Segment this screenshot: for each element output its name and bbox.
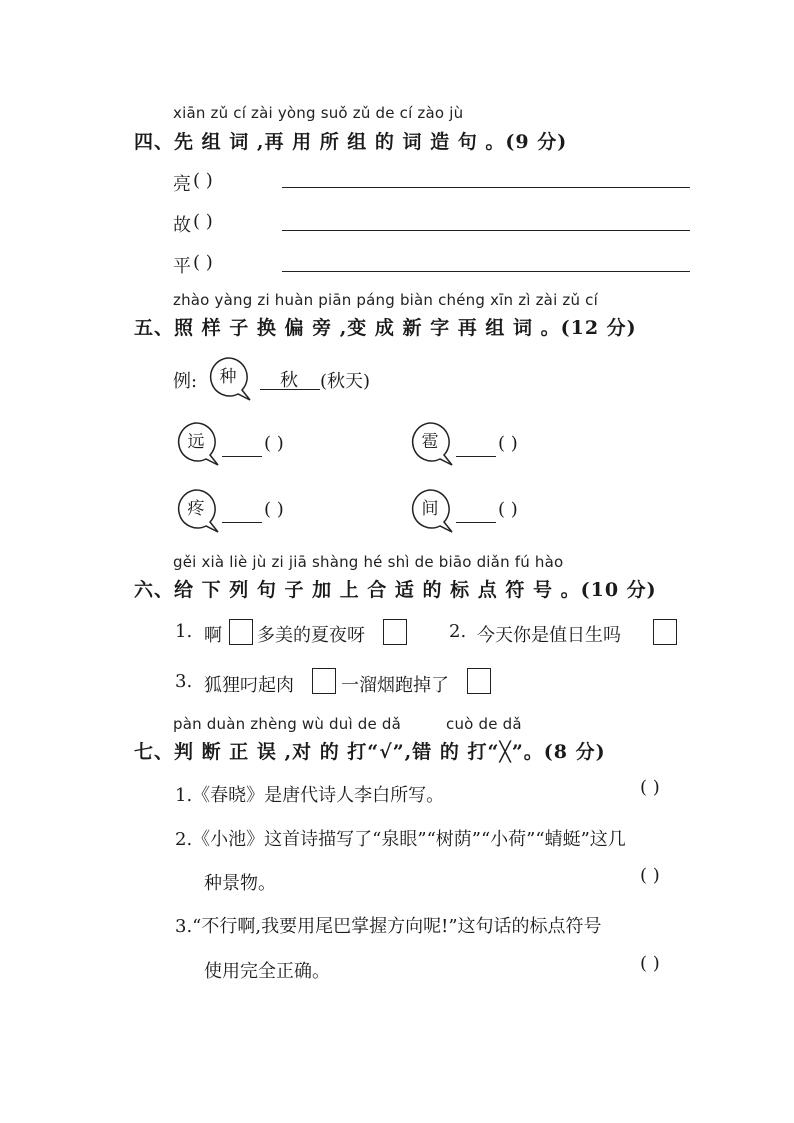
bubble-char: 雹 xyxy=(421,432,439,452)
bubble-char: 间 xyxy=(421,499,439,519)
section4-item-char: 故 xyxy=(173,215,191,236)
q1-text-b: 多美的夏夜呀 xyxy=(257,625,365,646)
char-bubble xyxy=(410,421,454,465)
example-answer: 秋 xyxy=(280,370,298,391)
punctuation-box[interactable] xyxy=(312,668,336,694)
judge-q3-line2: 使用完全正确。 xyxy=(204,961,330,982)
example-underline xyxy=(260,389,320,390)
section7-heading: 七、判 断 正 误 ,对 的 打“√”,错 的 打“╳”。(8 分) xyxy=(134,741,606,763)
punctuation-box[interactable] xyxy=(383,619,407,645)
example-char: 种 xyxy=(219,367,237,387)
answer-line[interactable] xyxy=(282,271,690,272)
new-char-blank[interactable] xyxy=(222,522,262,523)
judge-q2-line1: 2.《小池》这首诗描写了“泉眼”“树荫”“小荷”“蜻蜓”这几 xyxy=(175,829,626,850)
section5-heading: 五、照 样 子 换 偏 旁 ,变 成 新 字 再 组 词 。(12 分) xyxy=(134,317,637,339)
section4-item-char: 平 xyxy=(173,256,191,277)
example-word: (秋天) xyxy=(320,371,371,392)
q2-text: 今天你是值日生吗 xyxy=(477,625,621,646)
q2-number: 2. xyxy=(449,621,467,642)
bubble-char: 疼 xyxy=(187,499,205,519)
word-paren[interactable]: ( ) xyxy=(498,499,518,520)
answer-line[interactable] xyxy=(282,230,690,231)
new-char-blank[interactable] xyxy=(456,456,496,457)
bubble-char: 远 xyxy=(187,432,205,452)
word-paren[interactable]: ( ) xyxy=(264,499,284,520)
answer-line[interactable] xyxy=(282,187,690,188)
example-label: 例: xyxy=(173,371,198,392)
example-bubble xyxy=(208,356,252,400)
punctuation-box[interactable] xyxy=(467,668,491,694)
section4-item-char: 亮 xyxy=(173,174,191,195)
section6-heading: 六、给 下 列 句 子 加 上 合 适 的 标 点 符 号 。(10 分) xyxy=(134,579,657,601)
char-bubble xyxy=(410,488,454,532)
section5-pinyin: zhào yàng zi huàn piān páng biàn chéng xīn zì zài zǔ cí xyxy=(173,291,598,309)
punctuation-box[interactable] xyxy=(653,619,677,645)
judge-paren[interactable]: ( ) xyxy=(640,953,660,974)
new-char-blank[interactable] xyxy=(222,456,262,457)
char-bubble xyxy=(176,421,220,465)
word-paren[interactable]: ( ) xyxy=(498,433,518,454)
judge-paren[interactable]: ( ) xyxy=(640,777,660,798)
judge-q1: 1.《春晓》是唐代诗人李白所写。 xyxy=(175,785,445,806)
judge-q2-line2: 种景物。 xyxy=(204,873,276,894)
char-bubble xyxy=(176,488,220,532)
section4-item-paren: ( ) xyxy=(193,252,213,273)
q3-text-a: 狐狸叼起肉 xyxy=(204,675,294,696)
section4-heading: 四、先 组 词 ,再 用 所 组 的 词 造 句 。(9 分) xyxy=(134,131,568,153)
q1-text-a: 啊 xyxy=(204,625,222,646)
section6-pinyin: gěi xià liè jù zi jiā shàng hé shì de biāo diǎn fú hào xyxy=(173,553,564,571)
q3-number: 3. xyxy=(175,671,193,692)
q1-number: 1. xyxy=(175,621,193,642)
judge-paren[interactable]: ( ) xyxy=(640,865,660,886)
section4-item-paren: ( ) xyxy=(193,211,213,232)
q3-text-b: 一溜烟跑掉了 xyxy=(341,675,449,696)
new-char-blank[interactable] xyxy=(456,522,496,523)
punctuation-box[interactable] xyxy=(229,619,253,645)
section7-pinyin-b: cuò de dǎ xyxy=(446,715,522,733)
section4-item-paren: ( ) xyxy=(193,170,213,191)
word-paren[interactable]: ( ) xyxy=(264,433,284,454)
section4-pinyin: xiān zǔ cí zài yòng suǒ zǔ de cí zào jù xyxy=(173,104,464,122)
judge-q3-line1: 3.“不行啊,我要用尾巴掌握方向呢!”这句话的标点符号 xyxy=(175,916,602,937)
section7-pinyin-a: pàn duàn zhèng wù duì de dǎ xyxy=(173,715,402,733)
